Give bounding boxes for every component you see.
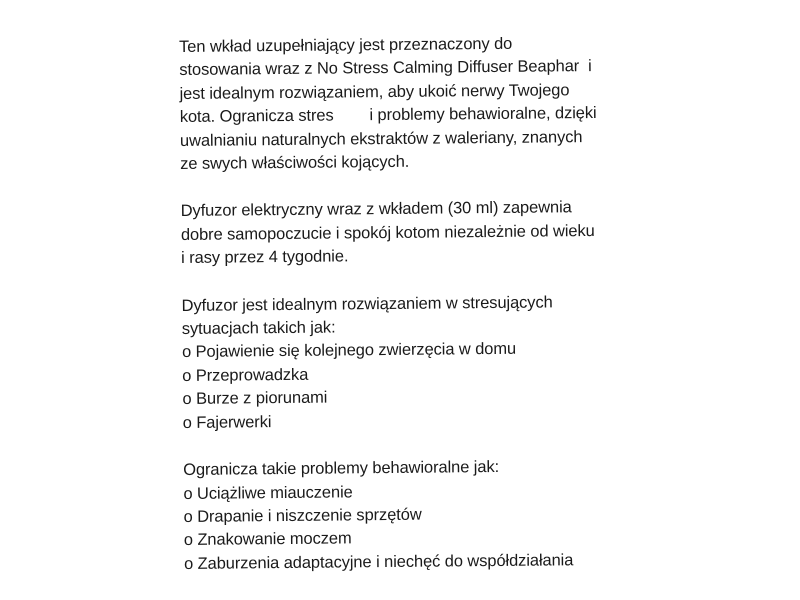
text-line: sytuacjach takich jak:: [181, 318, 336, 339]
bullet-text: Fajerwerki: [196, 412, 272, 432]
text-line: jest idealnym rozwiązaniem, aby ukoić nerwy Twojego: [179, 81, 570, 103]
paragraph-stressful-situations: [181, 290, 652, 435]
text-line: stosowania wraz z No Stress Calming Diffuser Beaphar i: [179, 57, 592, 80]
document-text: [179, 31, 654, 600]
bullet-text: Zaburzenia adaptacyjne i niechęć do współdziałania: [197, 550, 574, 573]
bullet-text: Przeprowadzka: [195, 365, 309, 385]
bullet-text: Pojawienie się kolejnego zwierzęcia w domu: [195, 340, 517, 362]
bullet-text: Znakowanie moczem: [197, 529, 352, 550]
text-line: Dyfuzor elektryczny wraz z wkładem (30 ml) zapewnia: [180, 198, 572, 221]
bullet-marker: o: [183, 554, 194, 573]
bullet-marker: o: [183, 507, 193, 526]
text-line: dobre samopoczucie i spokój kotom niezależnie od wieku: [180, 221, 595, 244]
text-line: Ogranicza takie problemy behawioralne jak:: [183, 458, 500, 480]
text-line: i rasy przez 4 tygodnie.: [181, 247, 349, 268]
text-line: Dyfuzor jest idealnym rozwiązaniem w stresujących: [181, 293, 553, 315]
text-line: uwalnianiu naturalnych ekstraktów z waleriany, znanych: [179, 127, 583, 150]
bullet-text: Burze z piorunami: [195, 388, 328, 409]
paragraph-product-description: [179, 31, 650, 176]
bullet-marker: o: [182, 390, 192, 409]
bullet-marker: o: [182, 413, 192, 432]
text-line: Ten wkład uzupełniający jest przeznaczony do: [179, 34, 513, 56]
bullet-text: Drapanie i niszczenie sprzętów: [197, 505, 422, 526]
bullet-marker: o: [183, 531, 194, 550]
bullet-text: Uciążliwe miauczenie: [196, 482, 353, 503]
bullet-item: [183, 407, 653, 435]
paragraph-diffuser-duration: [181, 196, 652, 271]
text-line: ze swych właściwości kojących.: [180, 152, 410, 174]
bullet-marker: o: [181, 343, 192, 362]
bullet-marker: o: [182, 366, 192, 385]
bullet-item: [184, 548, 654, 576]
bullet-marker: o: [183, 484, 193, 503]
paragraph-behavioral-problems: [183, 455, 654, 577]
text-line: kota. Ogranicza stres i problemy behawioralne, dzięki: [179, 104, 597, 127]
